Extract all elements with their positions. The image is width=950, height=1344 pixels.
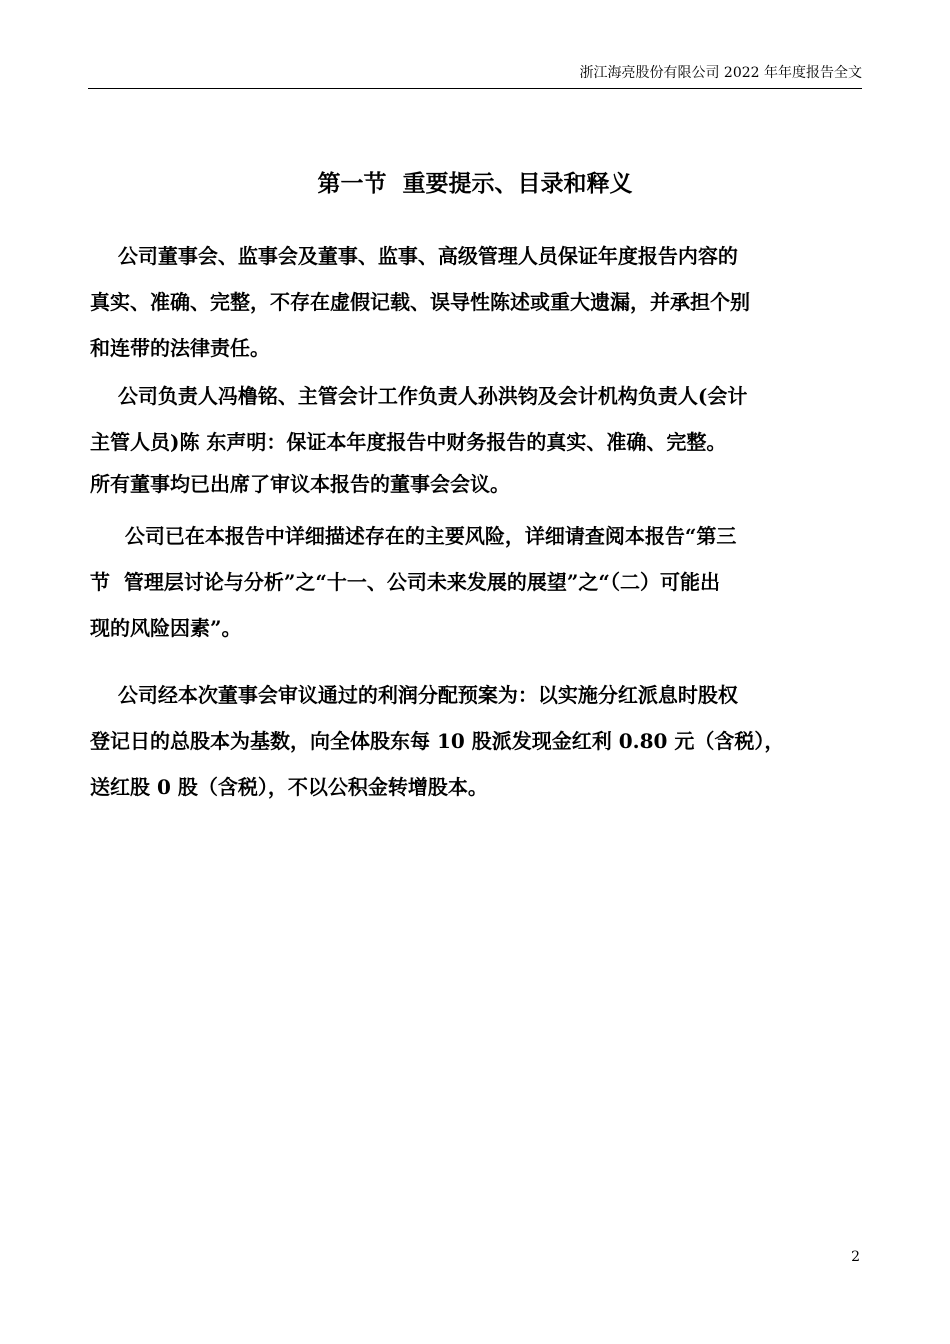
section-title: 第一节 重要提示、目录和释义 (317, 170, 633, 197)
profit-distribution-paragraph (90, 672, 850, 810)
paragraph-line: 真实、准确、完整，不存在虚假记载、误导性陈述或重大遗漏，并承担个别 (90, 290, 750, 314)
financial-report-declaration-paragraph (90, 373, 850, 503)
paragraph-line: 和连带的法律责任。 (90, 336, 270, 360)
paragraph-line: 节 管理层讨论与分析”之“十一、公司未来发展的展望”之“（二）可能出 (90, 570, 720, 594)
page-number: 2 (851, 1249, 860, 1265)
paragraph-line: 现的风险因素”。 (90, 616, 242, 640)
paragraph-line: 主管人员)陈 东声明：保证本年度报告中财务报告的真实、准确、完整。 (90, 430, 727, 454)
paragraph-line: 公司董事会、监事会及董事、监事、高级管理人员保证年度报告内容的 (90, 244, 738, 268)
running-header: 浙江海亮股份有限公司 2022 年年度报告全文 (579, 65, 862, 81)
paragraph-line: 所有董事均已出席了审议本报告的董事会会议。 (90, 472, 510, 496)
paragraph-line: 公司经本次董事会审议通过的利润分配预案为：以实施分红派息时股权 (90, 683, 738, 707)
risk-notice-paragraph (90, 513, 850, 651)
responsibility-statement-paragraph (90, 233, 850, 371)
paragraph-line: 送红股 0 股（含税），不以公积金转增股本。 (90, 775, 488, 799)
paragraph-line: 公司负责人冯橹铭、主管会计工作负责人孙洪钧及会计机构负责人(会计 (90, 384, 748, 408)
paragraph-line: 公司已在本报告中详细描述存在的主要风险，详细请查阅本报告“第三 (90, 524, 737, 548)
header-rule (88, 88, 862, 89)
paragraph-line: 登记日的总股本为基数，向全体股东每 10 股派发现金红利 0.80 元（含税）， (90, 729, 785, 753)
